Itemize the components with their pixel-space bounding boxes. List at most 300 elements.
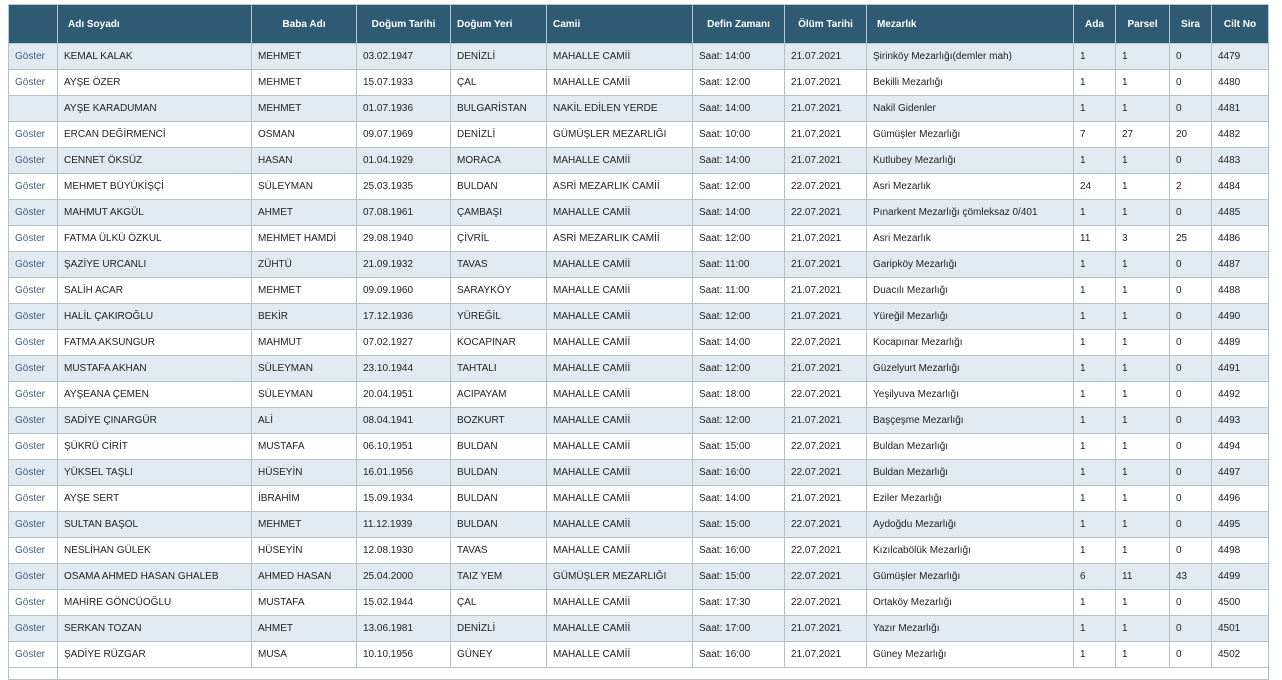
cilt-no-cell: 4489 — [1212, 330, 1269, 356]
show-link[interactable]: Göster — [15, 441, 46, 452]
show-link[interactable]: Göster — [15, 155, 46, 166]
birth-place-cell: BOZKURT — [451, 408, 547, 434]
mosque-cell: GÜMÜŞLER MEZARLIĞI — [547, 564, 693, 590]
ada-cell: 1 — [1074, 96, 1116, 122]
cemetery-cell: Kutlubey Mezarlığı — [867, 148, 1074, 174]
cemetery-cell: Asri Mezarlık — [867, 174, 1074, 200]
table-row — [9, 486, 1269, 512]
cemetery-cell: Bekilli Mezarlığı — [867, 70, 1074, 96]
sira-cell: 0 — [1170, 382, 1212, 408]
sira-cell: 0 — [1170, 408, 1212, 434]
name-cell: SALİH ACAR — [58, 278, 252, 304]
parsel-cell: 1 — [1116, 174, 1170, 200]
mosque-cell: MAHALLE CAMİİ — [547, 538, 693, 564]
cilt-no-cell: 4484 — [1212, 174, 1269, 200]
sira-cell: 0 — [1170, 200, 1212, 226]
table-row — [9, 278, 1269, 304]
death-date-cell: 22.07.2021 — [785, 174, 867, 200]
mosque-cell: MAHALLE CAMİİ — [547, 590, 693, 616]
show-link[interactable]: Göster — [15, 51, 46, 62]
table-body — [9, 44, 1269, 680]
mosque-cell: MAHALLE CAMİİ — [547, 512, 693, 538]
birth-place-cell: BULDAN — [451, 174, 547, 200]
birth-date-cell: 20.04.1951 — [357, 382, 451, 408]
table-row — [9, 408, 1269, 434]
birth-place-cell: TAVAS — [451, 252, 547, 278]
action-cell — [9, 304, 58, 330]
header-birth-date: Doğum Tarihi — [357, 5, 451, 44]
table-row — [9, 434, 1269, 460]
cilt-no-cell: 4498 — [1212, 538, 1269, 564]
name-cell: AYŞEANA ÇEMEN — [58, 382, 252, 408]
table-row — [9, 44, 1269, 70]
name-cell: KEMAL KALAK — [58, 44, 252, 70]
empty-footer-row — [9, 668, 1269, 680]
father-cell: MEHMET HAMDİ — [252, 226, 357, 252]
cilt-no-cell: 4480 — [1212, 70, 1269, 96]
cilt-no-cell: 4499 — [1212, 564, 1269, 590]
empty-cell — [9, 668, 58, 680]
show-link[interactable]: Göster — [15, 623, 46, 634]
death-date-cell: 22.07.2021 — [785, 200, 867, 226]
father-cell: MEHMET — [252, 512, 357, 538]
name-cell: OSAMA AHMED HASAN GHALEB — [58, 564, 252, 590]
parsel-cell: 1 — [1116, 200, 1170, 226]
parsel-cell: 1 — [1116, 486, 1170, 512]
header-birth-place: Doğum Yeri — [451, 5, 547, 44]
table-row — [9, 616, 1269, 642]
ada-cell: 1 — [1074, 512, 1116, 538]
death-date-cell: 21.07.2021 — [785, 148, 867, 174]
mosque-cell: NAKİL EDİLEN YERDE — [547, 96, 693, 122]
death-date-cell: 22.07.2021 — [785, 434, 867, 460]
burial-time-cell: Saat: 11:00 — [693, 252, 785, 278]
show-link[interactable]: Göster — [15, 493, 46, 504]
birth-date-cell: 16.01.1956 — [357, 460, 451, 486]
action-cell — [9, 486, 58, 512]
ada-cell: 1 — [1074, 460, 1116, 486]
header-cilt-no: Cilt No — [1212, 5, 1269, 44]
parsel-cell: 1 — [1116, 408, 1170, 434]
action-cell — [9, 382, 58, 408]
action-cell — [9, 122, 58, 148]
burial-time-cell: Saat: 12:00 — [693, 408, 785, 434]
birth-date-cell: 01.07.1936 — [357, 96, 451, 122]
burial-records-table — [8, 4, 1269, 680]
action-cell — [9, 590, 58, 616]
sira-cell: 0 — [1170, 304, 1212, 330]
show-link[interactable]: Göster — [15, 597, 46, 608]
burial-records-container — [8, 4, 1268, 680]
action-cell — [9, 356, 58, 382]
birth-date-cell: 06.10.1951 — [357, 434, 451, 460]
name-cell: CENNET ÖKSÜZ — [58, 148, 252, 174]
action-cell — [9, 408, 58, 434]
mosque-cell: MAHALLE CAMİİ — [547, 70, 693, 96]
parsel-cell: 1 — [1116, 304, 1170, 330]
cemetery-cell: Güzelyurt Mezarlığı — [867, 356, 1074, 382]
name-cell: AYŞE KARADUMAN — [58, 96, 252, 122]
name-cell: HALİL ÇAKIROĞLU — [58, 304, 252, 330]
father-cell: HÜSEYİN — [252, 538, 357, 564]
action-cell — [9, 252, 58, 278]
birth-place-cell: DENİZLİ — [451, 122, 547, 148]
cemetery-cell: Asri Mezarlık — [867, 226, 1074, 252]
show-link[interactable]: Göster — [15, 207, 46, 218]
father-cell: MEHMET — [252, 44, 357, 70]
cilt-no-cell: 4497 — [1212, 460, 1269, 486]
header-parsel: Parsel — [1116, 5, 1170, 44]
death-date-cell: 22.07.2021 — [785, 460, 867, 486]
header-cemetery: Mezarlık — [867, 5, 1074, 44]
show-link[interactable]: Göster — [15, 311, 46, 322]
burial-time-cell: Saat: 11:00 — [693, 278, 785, 304]
death-date-cell: 21.07.2021 — [785, 70, 867, 96]
sira-cell: 0 — [1170, 590, 1212, 616]
table-header — [9, 5, 1269, 44]
cemetery-cell: Ortaköy Mezarlığı — [867, 590, 1074, 616]
cilt-no-cell: 4488 — [1212, 278, 1269, 304]
birth-place-cell: TAVAS — [451, 538, 547, 564]
cilt-no-cell: 4493 — [1212, 408, 1269, 434]
father-cell: HASAN — [252, 148, 357, 174]
burial-time-cell: Saat: 15:00 — [693, 434, 785, 460]
action-cell — [9, 460, 58, 486]
show-link[interactable]: Göster — [15, 285, 46, 296]
action-cell — [9, 330, 58, 356]
birth-place-cell: GÜNEY — [451, 642, 547, 668]
cemetery-cell: Gümüşler Mezarlığı — [867, 122, 1074, 148]
name-cell: MAHMUT AKGÜL — [58, 200, 252, 226]
birth-date-cell: 15.02.1944 — [357, 590, 451, 616]
birth-place-cell: BULGARİSTAN — [451, 96, 547, 122]
ada-cell: 1 — [1074, 616, 1116, 642]
father-cell: MUSTAFA — [252, 590, 357, 616]
parsel-cell: 11 — [1116, 564, 1170, 590]
cemetery-cell: Buldan Mezarlığı — [867, 434, 1074, 460]
cemetery-cell: Yüreğil Mezarlığı — [867, 304, 1074, 330]
father-cell: MAHMUT — [252, 330, 357, 356]
burial-time-cell: Saat: 14:00 — [693, 148, 785, 174]
table-row — [9, 538, 1269, 564]
birth-date-cell: 08.04.1941 — [357, 408, 451, 434]
birth-place-cell: DENİZLİ — [451, 44, 547, 70]
mosque-cell: MAHALLE CAMİİ — [547, 382, 693, 408]
mosque-cell: MAHALLE CAMİİ — [547, 434, 693, 460]
parsel-cell: 1 — [1116, 434, 1170, 460]
cilt-no-cell: 4502 — [1212, 642, 1269, 668]
father-cell: MUSA — [252, 642, 357, 668]
action-cell — [9, 148, 58, 174]
action-cell — [9, 434, 58, 460]
parsel-cell: 1 — [1116, 278, 1170, 304]
death-date-cell: 21.07.2021 — [785, 408, 867, 434]
show-link[interactable]: Göster — [15, 415, 46, 426]
cemetery-cell: Kocapınar Mezarlığı — [867, 330, 1074, 356]
name-cell: NESLİHAN GÜLEK — [58, 538, 252, 564]
birth-place-cell: ACIPAYAM — [451, 382, 547, 408]
parsel-cell: 1 — [1116, 148, 1170, 174]
header-sira: Sira — [1170, 5, 1212, 44]
mosque-cell: MAHALLE CAMİİ — [547, 278, 693, 304]
mosque-cell: MAHALLE CAMİİ — [547, 616, 693, 642]
burial-time-cell: Saat: 12:00 — [693, 174, 785, 200]
cemetery-cell: Aydoğdu Mezarlığı — [867, 512, 1074, 538]
cilt-no-cell: 4482 — [1212, 122, 1269, 148]
burial-time-cell: Saat: 15:00 — [693, 564, 785, 590]
mosque-cell: MAHALLE CAMİİ — [547, 356, 693, 382]
burial-time-cell: Saat: 14:00 — [693, 44, 785, 70]
cilt-no-cell: 4485 — [1212, 200, 1269, 226]
mosque-cell: MAHALLE CAMİİ — [547, 642, 693, 668]
father-cell: MEHMET — [252, 278, 357, 304]
birth-date-cell: 07.02.1927 — [357, 330, 451, 356]
sira-cell: 0 — [1170, 460, 1212, 486]
header-ada: Ada — [1074, 5, 1116, 44]
burial-time-cell: Saat: 17:00 — [693, 616, 785, 642]
birth-place-cell: ÇAL — [451, 70, 547, 96]
death-date-cell: 21.07.2021 — [785, 252, 867, 278]
cilt-no-cell: 4496 — [1212, 486, 1269, 512]
sira-cell: 0 — [1170, 356, 1212, 382]
sira-cell: 0 — [1170, 96, 1212, 122]
table-row — [9, 252, 1269, 278]
parsel-cell: 1 — [1116, 590, 1170, 616]
burial-time-cell: Saat: 14:00 — [693, 486, 785, 512]
table-row — [9, 642, 1269, 668]
mosque-cell: MAHALLE CAMİİ — [547, 148, 693, 174]
table-row — [9, 356, 1269, 382]
cilt-no-cell: 4483 — [1212, 148, 1269, 174]
ada-cell: 1 — [1074, 356, 1116, 382]
show-link[interactable]: Göster — [15, 519, 46, 530]
birth-date-cell: 23.10.1944 — [357, 356, 451, 382]
ada-cell: 6 — [1074, 564, 1116, 590]
mosque-cell: MAHALLE CAMİİ — [547, 460, 693, 486]
birth-place-cell: YÜREĞİL — [451, 304, 547, 330]
cemetery-cell: Güney Mezarlığı — [867, 642, 1074, 668]
action-cell — [9, 512, 58, 538]
table-row — [9, 564, 1269, 590]
death-date-cell: 22.07.2021 — [785, 330, 867, 356]
cemetery-cell: Buldan Mezarlığı — [867, 460, 1074, 486]
cemetery-cell: Garipköy Mezarlığı — [867, 252, 1074, 278]
name-cell: FATMA ÜLKÜ ÖZKUL — [58, 226, 252, 252]
mosque-cell: ASRİ MEZARLIK CAMİİ — [547, 174, 693, 200]
mosque-cell: ASRİ MEZARLIK CAMİİ — [547, 226, 693, 252]
show-link[interactable]: Göster — [15, 467, 46, 478]
sira-cell: 2 — [1170, 174, 1212, 200]
ada-cell: 24 — [1074, 174, 1116, 200]
father-cell: AHMET — [252, 616, 357, 642]
mosque-cell: MAHALLE CAMİİ — [547, 200, 693, 226]
ada-cell: 1 — [1074, 252, 1116, 278]
cemetery-cell: Yazır Mezarlığı — [867, 616, 1074, 642]
show-link[interactable]: Göster — [15, 649, 46, 660]
sira-cell: 25 — [1170, 226, 1212, 252]
cilt-no-cell: 4479 — [1212, 44, 1269, 70]
cilt-no-cell: 4486 — [1212, 226, 1269, 252]
cilt-no-cell: 4500 — [1212, 590, 1269, 616]
parsel-cell: 1 — [1116, 512, 1170, 538]
table-row — [9, 330, 1269, 356]
death-date-cell: 21.07.2021 — [785, 122, 867, 148]
table-row — [9, 174, 1269, 200]
birth-date-cell: 25.03.1935 — [357, 174, 451, 200]
action-cell — [9, 642, 58, 668]
header-father: Baba Adı — [252, 5, 357, 44]
burial-time-cell: Saat: 14:00 — [693, 330, 785, 356]
birth-place-cell: BULDAN — [451, 486, 547, 512]
birth-place-cell: TAHTALI — [451, 356, 547, 382]
sira-cell: 0 — [1170, 252, 1212, 278]
death-date-cell: 22.07.2021 — [785, 564, 867, 590]
father-cell: SÜLEYMAN — [252, 174, 357, 200]
burial-time-cell: Saat: 18:00 — [693, 382, 785, 408]
mosque-cell: MAHALLE CAMİİ — [547, 252, 693, 278]
table-row — [9, 226, 1269, 252]
burial-time-cell: Saat: 14:00 — [693, 200, 785, 226]
birth-date-cell: 17.12.1936 — [357, 304, 451, 330]
birth-place-cell: TAIZ YEM — [451, 564, 547, 590]
parsel-cell: 1 — [1116, 252, 1170, 278]
cemetery-cell: Yeşilyuva Mezarlığı — [867, 382, 1074, 408]
parsel-cell: 27 — [1116, 122, 1170, 148]
ada-cell: 7 — [1074, 122, 1116, 148]
table-row — [9, 590, 1269, 616]
birth-date-cell: 10.10.1956 — [357, 642, 451, 668]
mosque-cell: MAHALLE CAMİİ — [547, 44, 693, 70]
father-cell: MUSTAFA — [252, 434, 357, 460]
death-date-cell: 22.07.2021 — [785, 590, 867, 616]
birth-date-cell: 29.08.1940 — [357, 226, 451, 252]
parsel-cell: 1 — [1116, 642, 1170, 668]
name-cell: ERCAN DEĞİRMENCİ — [58, 122, 252, 148]
action-cell — [9, 96, 58, 122]
birth-date-cell: 25.04.2000 — [357, 564, 451, 590]
cilt-no-cell: 4495 — [1212, 512, 1269, 538]
cemetery-cell: Kızılcabölük Mezarlığı — [867, 538, 1074, 564]
death-date-cell: 22.07.2021 — [785, 538, 867, 564]
ada-cell: 1 — [1074, 278, 1116, 304]
sira-cell: 0 — [1170, 278, 1212, 304]
burial-time-cell: Saat: 10:00 — [693, 122, 785, 148]
table-row — [9, 96, 1269, 122]
mosque-cell: MAHALLE CAMİİ — [547, 330, 693, 356]
sira-cell: 0 — [1170, 642, 1212, 668]
name-cell: SULTAN BAŞOL — [58, 512, 252, 538]
birth-place-cell: ÇAMBAŞI — [451, 200, 547, 226]
cilt-no-cell: 4492 — [1212, 382, 1269, 408]
sira-cell: 0 — [1170, 44, 1212, 70]
show-link[interactable]: Göster — [15, 181, 46, 192]
header-row — [9, 5, 1269, 44]
parsel-cell: 1 — [1116, 44, 1170, 70]
name-cell: SERKAN TOZAN — [58, 616, 252, 642]
table-row — [9, 122, 1269, 148]
birth-date-cell: 21.09.1932 — [357, 252, 451, 278]
burial-time-cell: Saat: 12:00 — [693, 70, 785, 96]
death-date-cell: 22.07.2021 — [785, 382, 867, 408]
parsel-cell: 3 — [1116, 226, 1170, 252]
cemetery-cell: Duacılı Mezarlığı — [867, 278, 1074, 304]
father-cell: MEHMET — [252, 70, 357, 96]
birth-date-cell: 01.04.1929 — [357, 148, 451, 174]
ada-cell: 1 — [1074, 200, 1116, 226]
show-link[interactable]: Göster — [15, 129, 46, 140]
cilt-no-cell: 4494 — [1212, 434, 1269, 460]
mosque-cell: MAHALLE CAMİİ — [547, 486, 693, 512]
death-date-cell: 21.07.2021 — [785, 44, 867, 70]
action-cell — [9, 174, 58, 200]
birth-date-cell: 12.08.1930 — [357, 538, 451, 564]
action-cell — [9, 44, 58, 70]
show-link[interactable]: Göster — [15, 545, 46, 556]
table-row — [9, 512, 1269, 538]
birth-date-cell: 07.08.1961 — [357, 200, 451, 226]
birth-date-cell: 13.06.1981 — [357, 616, 451, 642]
name-cell: ŞADİYE RÜZGAR — [58, 642, 252, 668]
father-cell: AHMET — [252, 200, 357, 226]
ada-cell: 1 — [1074, 408, 1116, 434]
parsel-cell: 1 — [1116, 382, 1170, 408]
death-date-cell: 21.07.2021 — [785, 616, 867, 642]
show-link[interactable]: Göster — [15, 363, 46, 374]
father-cell: SÜLEYMAN — [252, 382, 357, 408]
father-cell: BEKİR — [252, 304, 357, 330]
name-cell: FATMA AKSUNGUR — [58, 330, 252, 356]
ada-cell: 1 — [1074, 538, 1116, 564]
parsel-cell: 1 — [1116, 96, 1170, 122]
sira-cell: 0 — [1170, 538, 1212, 564]
father-cell: İBRAHİM — [252, 486, 357, 512]
burial-time-cell: Saat: 15:00 — [693, 512, 785, 538]
name-cell: MAHİRE GÖNCÜOĞLU — [58, 590, 252, 616]
action-cell — [9, 200, 58, 226]
sira-cell: 0 — [1170, 148, 1212, 174]
header-action — [9, 5, 58, 44]
father-cell: ZÜHTÜ — [252, 252, 357, 278]
show-link[interactable]: Göster — [15, 571, 46, 582]
cemetery-cell: Pınarkent Mezarlığı çömleksaz 0/401 — [867, 200, 1074, 226]
parsel-cell: 1 — [1116, 460, 1170, 486]
burial-time-cell: Saat: 17:30 — [693, 590, 785, 616]
sira-cell: 0 — [1170, 616, 1212, 642]
birth-date-cell: 15.09.1934 — [357, 486, 451, 512]
table-row — [9, 304, 1269, 330]
show-link[interactable]: Göster — [15, 233, 46, 244]
ada-cell: 1 — [1074, 486, 1116, 512]
show-link[interactable]: Göster — [15, 389, 46, 400]
parsel-cell: 1 — [1116, 356, 1170, 382]
header-burial-time: Defin Zamanı — [693, 5, 785, 44]
birth-place-cell: DENİZLİ — [451, 616, 547, 642]
burial-time-cell: Saat: 14:00 — [693, 96, 785, 122]
show-link[interactable]: Göster — [15, 77, 46, 88]
action-cell — [9, 538, 58, 564]
header-death-date: Ölüm Tarihi — [785, 5, 867, 44]
show-link[interactable]: Göster — [15, 259, 46, 270]
death-date-cell: 21.07.2021 — [785, 642, 867, 668]
ada-cell: 1 — [1074, 44, 1116, 70]
empty-cell — [58, 668, 1269, 680]
name-cell: AYŞE ÖZER — [58, 70, 252, 96]
cilt-no-cell: 4487 — [1212, 252, 1269, 278]
father-cell: SÜLEYMAN — [252, 356, 357, 382]
death-date-cell: 21.07.2021 — [785, 226, 867, 252]
ada-cell: 1 — [1074, 434, 1116, 460]
show-link[interactable]: Göster — [15, 337, 46, 348]
